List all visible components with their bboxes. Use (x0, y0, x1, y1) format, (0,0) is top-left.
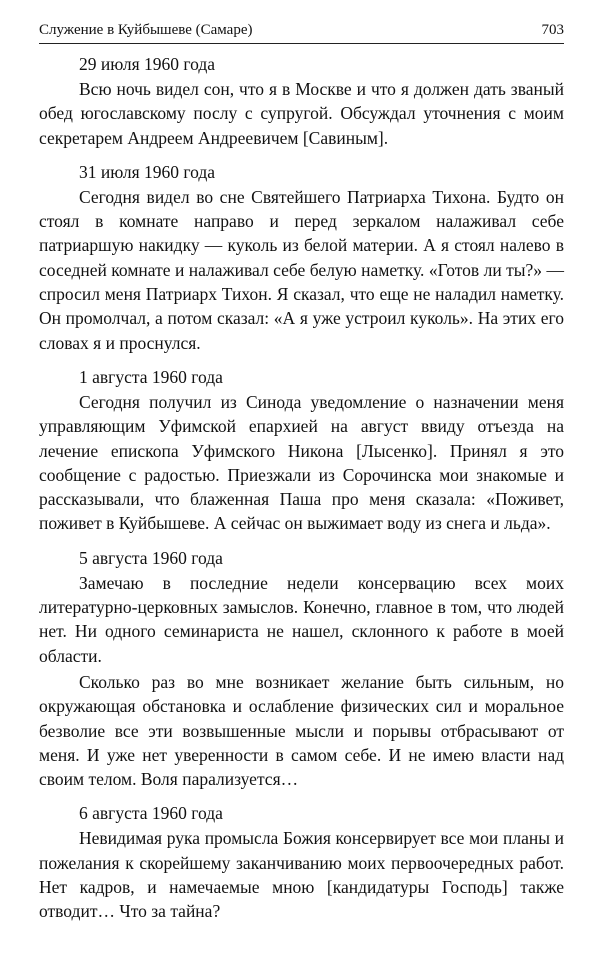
entry-date: 1 августа 1960 года (79, 366, 223, 387)
diary-entry (39, 546, 564, 792)
diary-entry (39, 801, 564, 923)
entry-paragraph: Замечаю в последние недели консервацию всех моих литературно-церковных замыслов. Конечно, главное в том, что людей нет. Ни одного семинариста не нашел, склонного к работе в моей области. (39, 572, 564, 666)
entry-date: 29 июля 1960 года (79, 54, 216, 74)
running-title: Служение в Куйбышеве (Самаре) (39, 22, 253, 38)
page-number: 703 (541, 22, 564, 38)
diary-entry (39, 52, 564, 150)
diary-entry (39, 365, 564, 536)
entry-paragraph: Сколько раз во мне возникает желание быть сильным, но окружающая обстановка и ослабление физических сил и моральное безволие все эти возвышенные мысли и порывы отбрасывают от меня. И уже нет уверенности в самом себе. И не имею власти над своим телом. Воля парализуется… (39, 671, 564, 790)
running-header (39, 20, 564, 44)
entry-date: 31 июля 1960 года (79, 161, 216, 182)
entry-paragraph: Невидимая рука промысла Божия консервирует все мои планы и пожелания к скорейшему заканчиванию моих первоочередных работ. Нет кадров, и намечаемые мною [кандидатуры Господь] также отводит… Что за тайна? (39, 828, 564, 922)
entry-paragraph: Всю ночь видел сон, что я в Москве и что я должен дать званый обед югославскому послу с супругой. Обсуждал уточнения с моим секретарем Андреем Андреевичем [Савиным]. (39, 79, 564, 148)
entry-paragraph: Сегодня получил из Синода уведомление о назначении меня управляющим Уфимской епархией на август ввиду отъезда на лечение епископа Уфимского Никона [Лысенко]. Принял я это сообщение с радостью. Приезжали из Сорочинска мои знакомые и рассказывали, что блаженная Паша про меня сказала: «Поживет, поживет в Куйбышеве. А сейчас он выжимает воду из снега и льда». (39, 391, 564, 534)
entry-date: 6 августа 1960 года (79, 803, 223, 824)
entry-paragraph: Сегодня видел во сне Святейшего Патриарха Тихона. Будто он стоял в комнате направо и перед зеркалом налаживал себе патриаршую накидку — куколь из белой материи. А я стоял налево в соседней комнате и налаживал себе белую наметку. «Готов ли ты?» — спросил меня Патриарх Тихон. Я сказал, что еще не наладил наметку. Он промолчал, а потом сказал: «А я уже устроил куколь». На этих его словах я и проснулся. (39, 186, 564, 353)
diary-entry (39, 160, 564, 355)
page-body (39, 52, 564, 934)
entry-date: 5 августа 1960 года (79, 547, 223, 568)
